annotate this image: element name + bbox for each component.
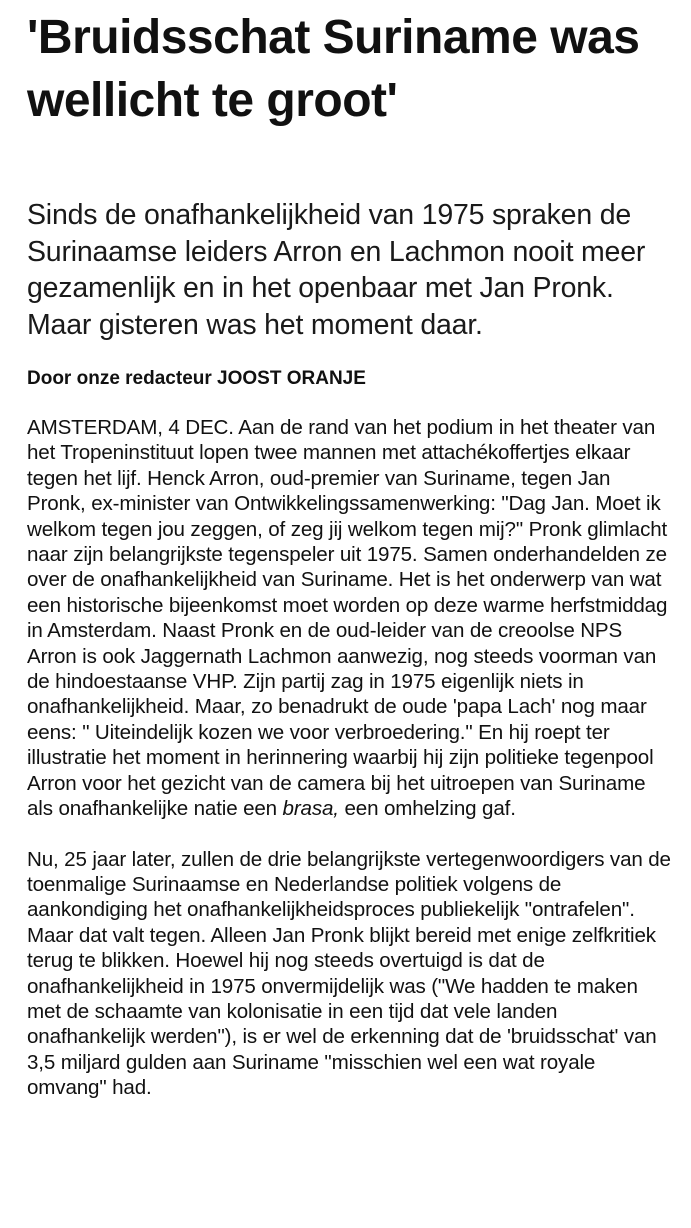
byline: Door onze redacteur JOOST ORANJE (27, 368, 366, 389)
body-paragraph-2: Nu, 25 jaar later, zullen de drie belangrijkste vertegenwoordigers van de toenmalige Surinaamse en Nederlandse politiek volgens de aankondiging het onafhankelijkheidsproces publiekelijk "ontrafelen". Maar dat valt tegen. Alleen Jan Pronk blijkt bereid met enige zelfkritiek terug te blikken. Hoewel hij nog steeds overtuigd is dat de onafhankelijkheid in 1975 onvermijdelijk was ("We hadden te maken met de schaamte van kolonisatie in een tijd dat vele landen onafhankelijk werden"), is er wel de erkenning dat de 'bruidsschat' van 3,5 miljard gulden aan Suriname "misschien wel een wat royale omvang" had. (27, 847, 671, 1100)
body-paragraph-1 (27, 415, 673, 822)
news-article (27, 6, 673, 1101)
italic-word-brasa: brasa, (282, 797, 339, 821)
body-paragraph-1-ending: een omhelzing gaf. (338, 797, 516, 821)
headline: 'Bruidsschat Suriname was wellicht te groot' (27, 11, 640, 127)
lead-paragraph: Sinds de onafhankelijkheid van 1975 spraken de Surinaamse leiders Arron en Lachmon nooit meer gezamenlijk en in het openbaar met Jan Pronk. Maar gisteren was het moment daar. (27, 199, 646, 341)
body-paragraph-1-text: AMSTERDAM, 4 DEC. Aan de rand van het podium in het theater van het Tropeninstituut lopen twee mannen met attachékoffertjes elkaar tegen het lijf. Henck Arron, oud-premier van Suriname, tegen Jan Pronk, ex-minister van Ontwikkelingssamenwerking: "Dag Jan. Moet ik welkom tegen jou zeggen, of zeg jij welkom tegen mij?" Pronk glimlacht naar zijn belangrijkste tegenspeler uit 1975. Samen onderhandelden ze over de onafhankelijkheid van Suriname. Het is het onderwerp van wat een historische bijeenkomst moet worden op deze warme herfstmiddag in Amsterdam. Naast Pronk en de oud-leider van de creoolse NPS Arron is ook Jaggernath Lachmon aanwezig, nog steeds voorman van de hindoestaanse VHP. Zijn partij zag in 1975 eigenlijk niets in onafhankelijkheid. Maar, zo benadrukt de oude 'papa Lach' nog maar eens: " Uiteindelijk kozen we voor verbroedering." En hij roept ter illustratie het moment in herinnering waarbij hij zijn politieke tegenpool Arron voor het gezicht van de camera bij het uitroepen van Suriname als onafhankelijke natie een (27, 416, 668, 821)
